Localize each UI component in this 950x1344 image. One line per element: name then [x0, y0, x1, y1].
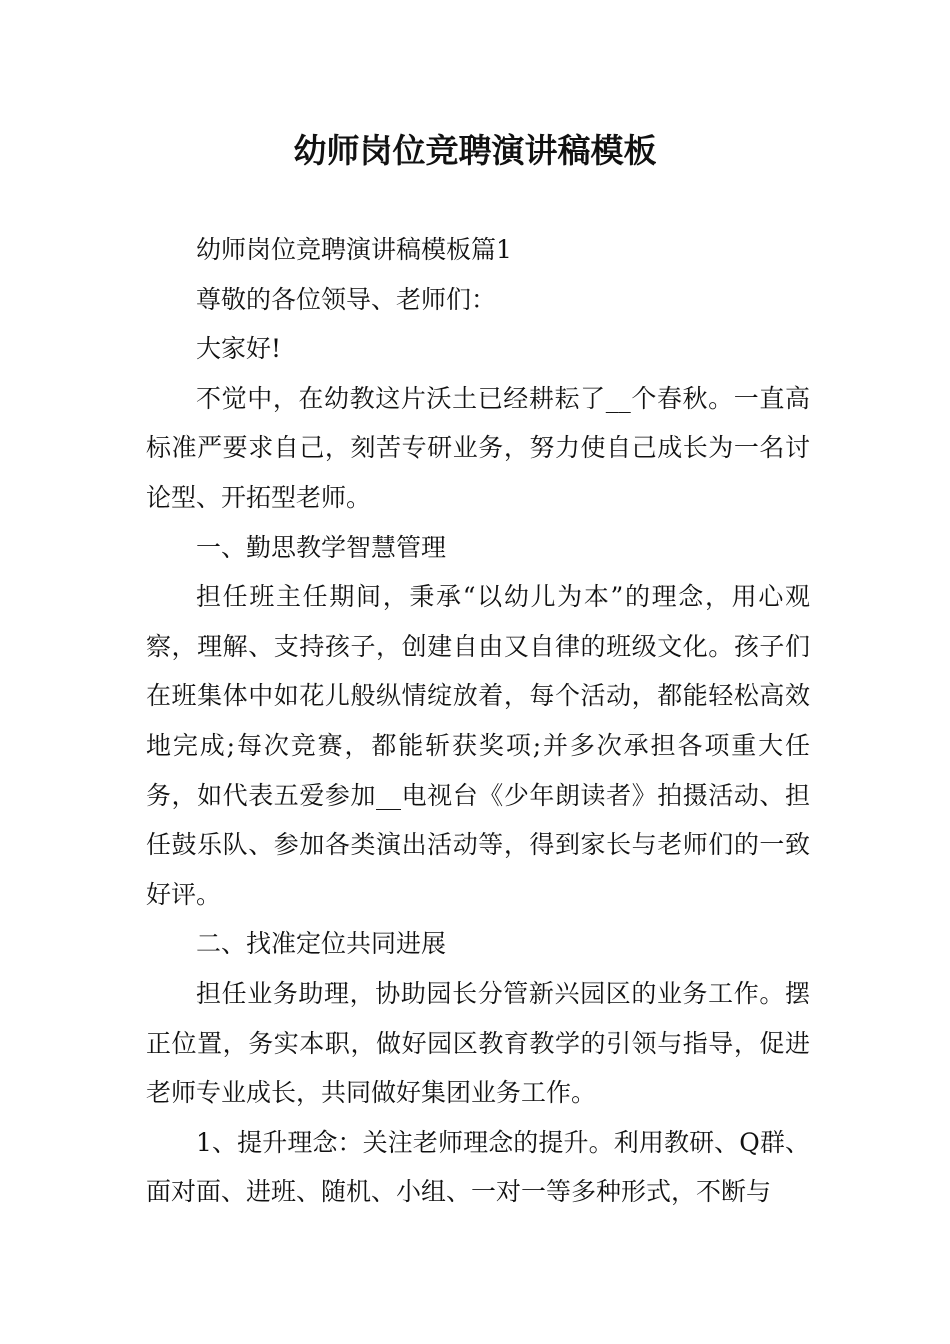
paragraph: 担任班主任期间，秉承“以幼儿为本”的理念，用心观察，理解、支持孩子，创建自由又自律的班级文化。孩子们在班集体中如花儿般纵情绽放着，每个活动，都能轻松高效地完成;每次竞赛，都能斩获奖项;并多次承担各项重大任务，如代表五爱参加__电视台《少年朗读者》拍摄活动、担任鼓乐队、参加各类演出活动等，得到家长与老师们的一致好评。 — [146, 582, 810, 909]
subheading: 一、勤思教学智慧管理 — [196, 532, 447, 562]
greeting: 大家好! — [196, 334, 282, 364]
paragraph: 不觉中，在幼教这片沃土已经耕耘了__个春秋。一直高标准严要求自己，刻苦专研业务，努力使自己成长为一名讨论型、开拓型老师。 — [146, 383, 810, 512]
document-body — [146, 225, 810, 1217]
paragraph: 1、提升理念：关注老师理念的提升。利用教研、Q群、面对面、进班、随机、小组、一对一等多种形式，不断与 — [146, 1127, 810, 1207]
section-heading: 幼师岗位竞聘演讲稿模板篇1 — [196, 235, 512, 264]
document-title: 幼师岗位竞聘演讲稿模板 — [293, 131, 657, 170]
salutation: 尊敬的各位领导、老师们： — [196, 284, 497, 314]
paragraph: 担任业务助理，协助园长分管新兴园区的业务工作。摆正位置，务实本职，做好园区教育教学的引领与指导，促进老师专业成长，共同做好集团业务工作。 — [146, 978, 810, 1108]
subheading: 二、找准定位共同进展 — [196, 929, 447, 959]
